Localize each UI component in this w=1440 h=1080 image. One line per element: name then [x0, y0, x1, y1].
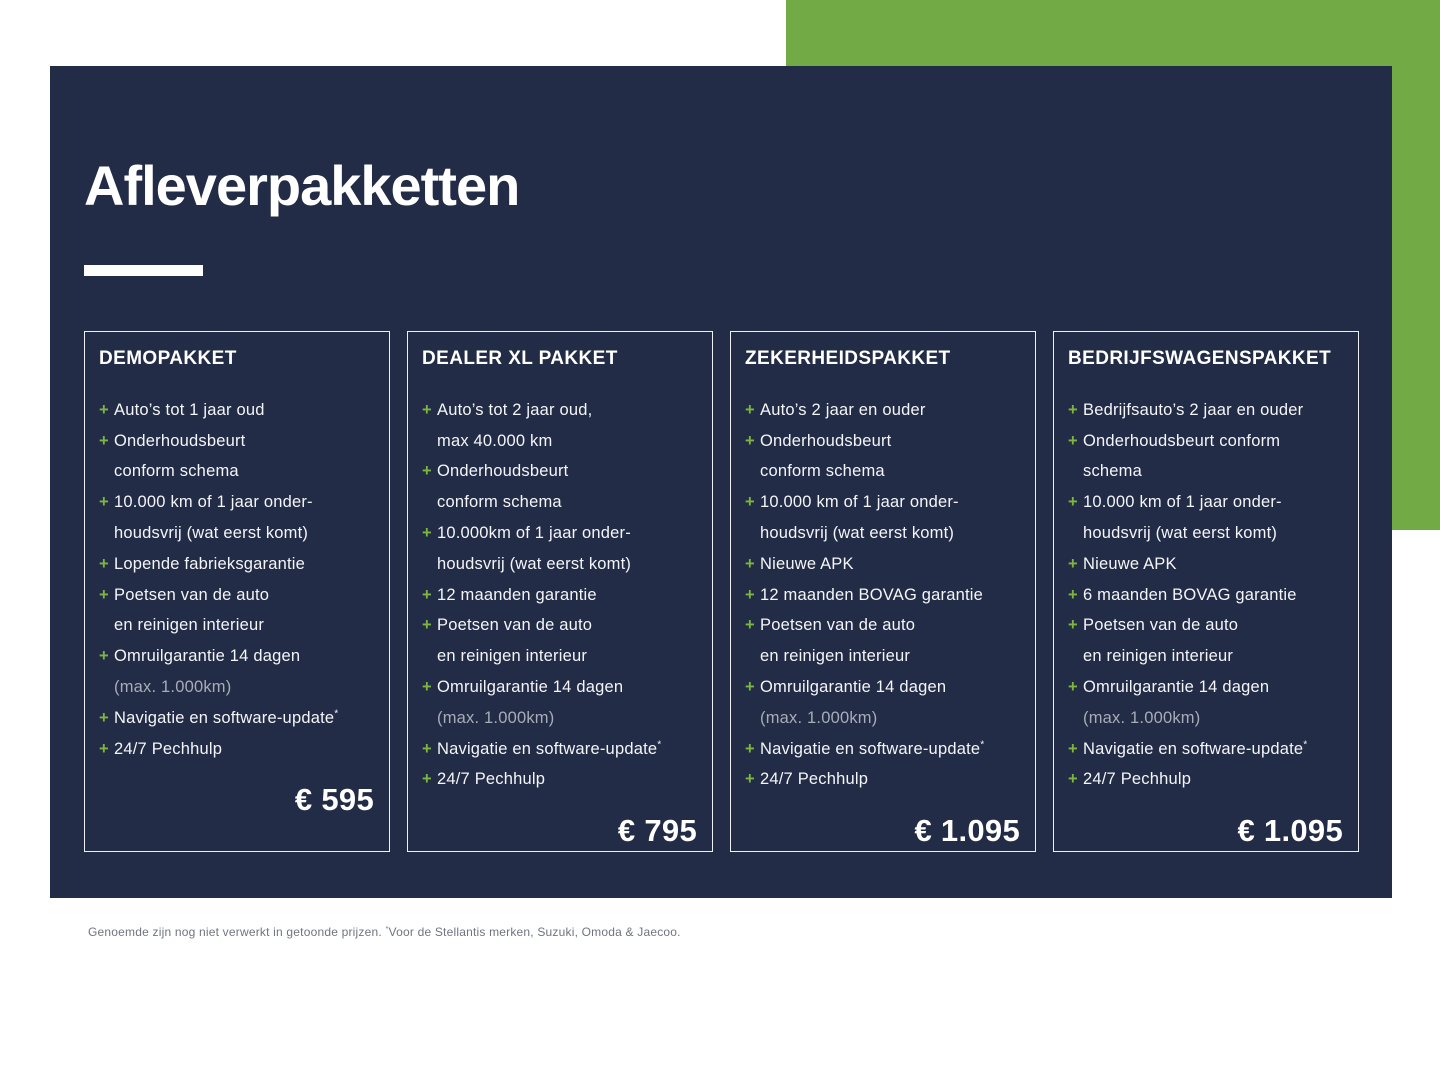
package-card [84, 331, 390, 852]
title-underline-bar [84, 265, 203, 276]
feature-line: Bedrijfsauto’s 2 jaar en ouder [1083, 400, 1304, 419]
package-card [1053, 331, 1359, 852]
feature-line: Omruilgarantie 14 dagen [760, 677, 947, 696]
feature-line: Navigatie en software-update* [760, 739, 985, 758]
package-cards-row [84, 331, 1359, 852]
feature-line: houdsvrij (wat eerst komt) [1083, 523, 1278, 542]
plus-icon: + [745, 739, 755, 758]
feature-item [745, 395, 1021, 426]
feature-line: en reinigen interieur [114, 616, 265, 635]
plus-icon: + [1068, 770, 1078, 789]
feature-line: 10.000 km of 1 jaar onder- [114, 493, 313, 512]
feature-item [745, 672, 1021, 734]
package-card [407, 331, 713, 852]
feature-line: Navigatie en software-update* [114, 708, 339, 727]
package-price: € 595 [294, 782, 374, 818]
asterisk-marker: * [657, 739, 662, 751]
plus-icon: + [422, 400, 432, 419]
feature-line: Lopende fabrieksgarantie [114, 554, 306, 573]
feature-line: Onderhoudsbeurt conform [1083, 431, 1281, 450]
feature-line: Onderhoudsbeurt [437, 462, 569, 481]
content-panel [50, 66, 1392, 898]
feature-line: Nieuwe APK [1083, 554, 1177, 573]
feature-list [745, 395, 1021, 795]
feature-line: 24/7 Pechhulp [114, 739, 223, 758]
feature-item [99, 641, 375, 703]
plus-icon: + [1068, 400, 1078, 419]
package-price: € 795 [617, 813, 697, 849]
feature-item [99, 580, 375, 642]
feature-line: conform schema [760, 462, 885, 481]
feature-item [422, 764, 698, 795]
footnote: Genoemde zijn nog niet verwerkt in getoonde prijzen. *Voor de Stellantis merken, Suzuki, Omoda & Jaecoo. [88, 924, 681, 939]
feature-line: Poetsen van de auto [114, 585, 270, 604]
plus-icon: + [99, 554, 109, 573]
feature-item [745, 764, 1021, 795]
feature-line: Onderhoudsbeurt [760, 431, 892, 450]
feature-line: Poetsen van de auto [1083, 616, 1239, 635]
plus-icon: + [422, 616, 432, 635]
feature-line: 24/7 Pechhulp [1083, 770, 1192, 789]
plus-icon: + [422, 770, 432, 789]
plus-icon: + [1068, 554, 1078, 573]
feature-item [745, 487, 1021, 549]
feature-line: Poetsen van de auto [437, 616, 593, 635]
plus-icon: + [422, 677, 432, 696]
feature-item [99, 426, 375, 488]
plus-icon: + [1068, 585, 1078, 604]
feature-item [422, 672, 698, 734]
plus-icon: + [745, 585, 755, 604]
feature-line: Navigatie en software-update* [437, 739, 662, 758]
feature-line: Omruilgarantie 14 dagen [114, 647, 301, 666]
plus-icon: + [422, 739, 432, 758]
package-title: ZEKERHEIDSPAKKET [745, 348, 951, 369]
plus-icon: + [745, 431, 755, 450]
feature-item [422, 395, 698, 457]
feature-item [745, 610, 1021, 672]
feature-item [1068, 487, 1344, 549]
plus-icon: + [99, 708, 109, 727]
feature-line: en reinigen interieur [1083, 647, 1234, 666]
feature-line: Auto’s tot 1 jaar oud [114, 400, 265, 419]
plus-icon: + [99, 647, 109, 666]
feature-item [422, 518, 698, 580]
feature-line: 24/7 Pechhulp [760, 770, 869, 789]
feature-item [99, 703, 375, 734]
asterisk-marker: * [334, 708, 339, 720]
feature-item [745, 580, 1021, 611]
feature-line: en reinigen interieur [760, 647, 911, 666]
feature-line: (max. 1.000km) [437, 708, 555, 727]
package-price: € 1.095 [1237, 813, 1343, 849]
plus-icon: + [99, 585, 109, 604]
feature-item [422, 456, 698, 518]
feature-item [745, 549, 1021, 580]
page-title: Afleverpakketten [84, 154, 520, 217]
plus-icon: + [99, 431, 109, 450]
feature-line: Poetsen van de auto [760, 616, 916, 635]
package-title: DEALER XL PAKKET [422, 348, 618, 369]
feature-item [99, 395, 375, 426]
feature-item [1068, 764, 1344, 795]
feature-line: 12 maanden garantie [437, 585, 597, 604]
feature-item [1068, 426, 1344, 488]
plus-icon: + [1068, 493, 1078, 512]
feature-line: en reinigen interieur [437, 647, 588, 666]
feature-item [99, 734, 375, 765]
feature-item [1068, 610, 1344, 672]
asterisk-marker: * [1303, 739, 1308, 751]
feature-line: conform schema [114, 462, 239, 481]
package-title: DEMOPAKKET [99, 348, 237, 369]
feature-line: 10.000km of 1 jaar onder- [437, 523, 631, 542]
feature-line: 10.000 km of 1 jaar onder- [760, 493, 959, 512]
feature-line: Omruilgarantie 14 dagen [1083, 677, 1270, 696]
feature-item [1068, 549, 1344, 580]
feature-line: houdsvrij (wat eerst komt) [760, 523, 955, 542]
feature-item [745, 734, 1021, 765]
feature-line: houdsvrij (wat eerst komt) [437, 554, 632, 573]
feature-item [1068, 580, 1344, 611]
plus-icon: + [745, 400, 755, 419]
feature-line: Omruilgarantie 14 dagen [437, 677, 624, 696]
plus-icon: + [99, 739, 109, 758]
feature-line: conform schema [437, 493, 562, 512]
plus-icon: + [422, 523, 432, 542]
feature-item [1068, 734, 1344, 765]
feature-line: 12 maanden BOVAG garantie [760, 585, 983, 604]
feature-line: 24/7 Pechhulp [437, 770, 546, 789]
feature-line: Navigatie en software-update* [1083, 739, 1308, 758]
plus-icon: + [745, 493, 755, 512]
feature-line: houdsvrij (wat eerst komt) [114, 523, 309, 542]
feature-line: Nieuwe APK [760, 554, 854, 573]
feature-item [745, 426, 1021, 488]
feature-item [1068, 672, 1344, 734]
feature-item [422, 734, 698, 765]
plus-icon: + [745, 770, 755, 789]
feature-line: max 40.000 km [437, 431, 553, 450]
plus-icon: + [745, 554, 755, 573]
plus-icon: + [745, 677, 755, 696]
feature-list [99, 395, 375, 765]
feature-item [422, 610, 698, 672]
plus-icon: + [422, 585, 432, 604]
feature-item [422, 580, 698, 611]
plus-icon: + [422, 462, 432, 481]
feature-item [99, 487, 375, 549]
feature-line: (max. 1.000km) [760, 708, 878, 727]
asterisk-marker: * [385, 924, 389, 933]
plus-icon: + [1068, 739, 1078, 758]
feature-line: (max. 1.000km) [1083, 708, 1201, 727]
plus-icon: + [1068, 616, 1078, 635]
plus-icon: + [99, 493, 109, 512]
feature-item [99, 549, 375, 580]
package-card [730, 331, 1036, 852]
feature-item [1068, 395, 1344, 426]
feature-line: Auto’s 2 jaar en ouder [760, 400, 926, 419]
package-title: BEDRIJFSWAGENSPAKKET [1068, 348, 1332, 369]
asterisk-marker: * [980, 739, 985, 751]
plus-icon: + [99, 400, 109, 419]
plus-icon: + [1068, 431, 1078, 450]
feature-line: schema [1083, 462, 1142, 481]
plus-icon: + [1068, 677, 1078, 696]
feature-line: 6 maanden BOVAG garantie [1083, 585, 1297, 604]
feature-line: (max. 1.000km) [114, 677, 232, 696]
package-price: € 1.095 [914, 813, 1020, 849]
feature-line: 10.000 km of 1 jaar onder- [1083, 493, 1282, 512]
feature-line: Auto’s tot 2 jaar oud, [437, 400, 593, 419]
plus-icon: + [745, 616, 755, 635]
feature-list [422, 395, 698, 795]
feature-line: Onderhoudsbeurt [114, 431, 246, 450]
feature-list [1068, 395, 1344, 795]
